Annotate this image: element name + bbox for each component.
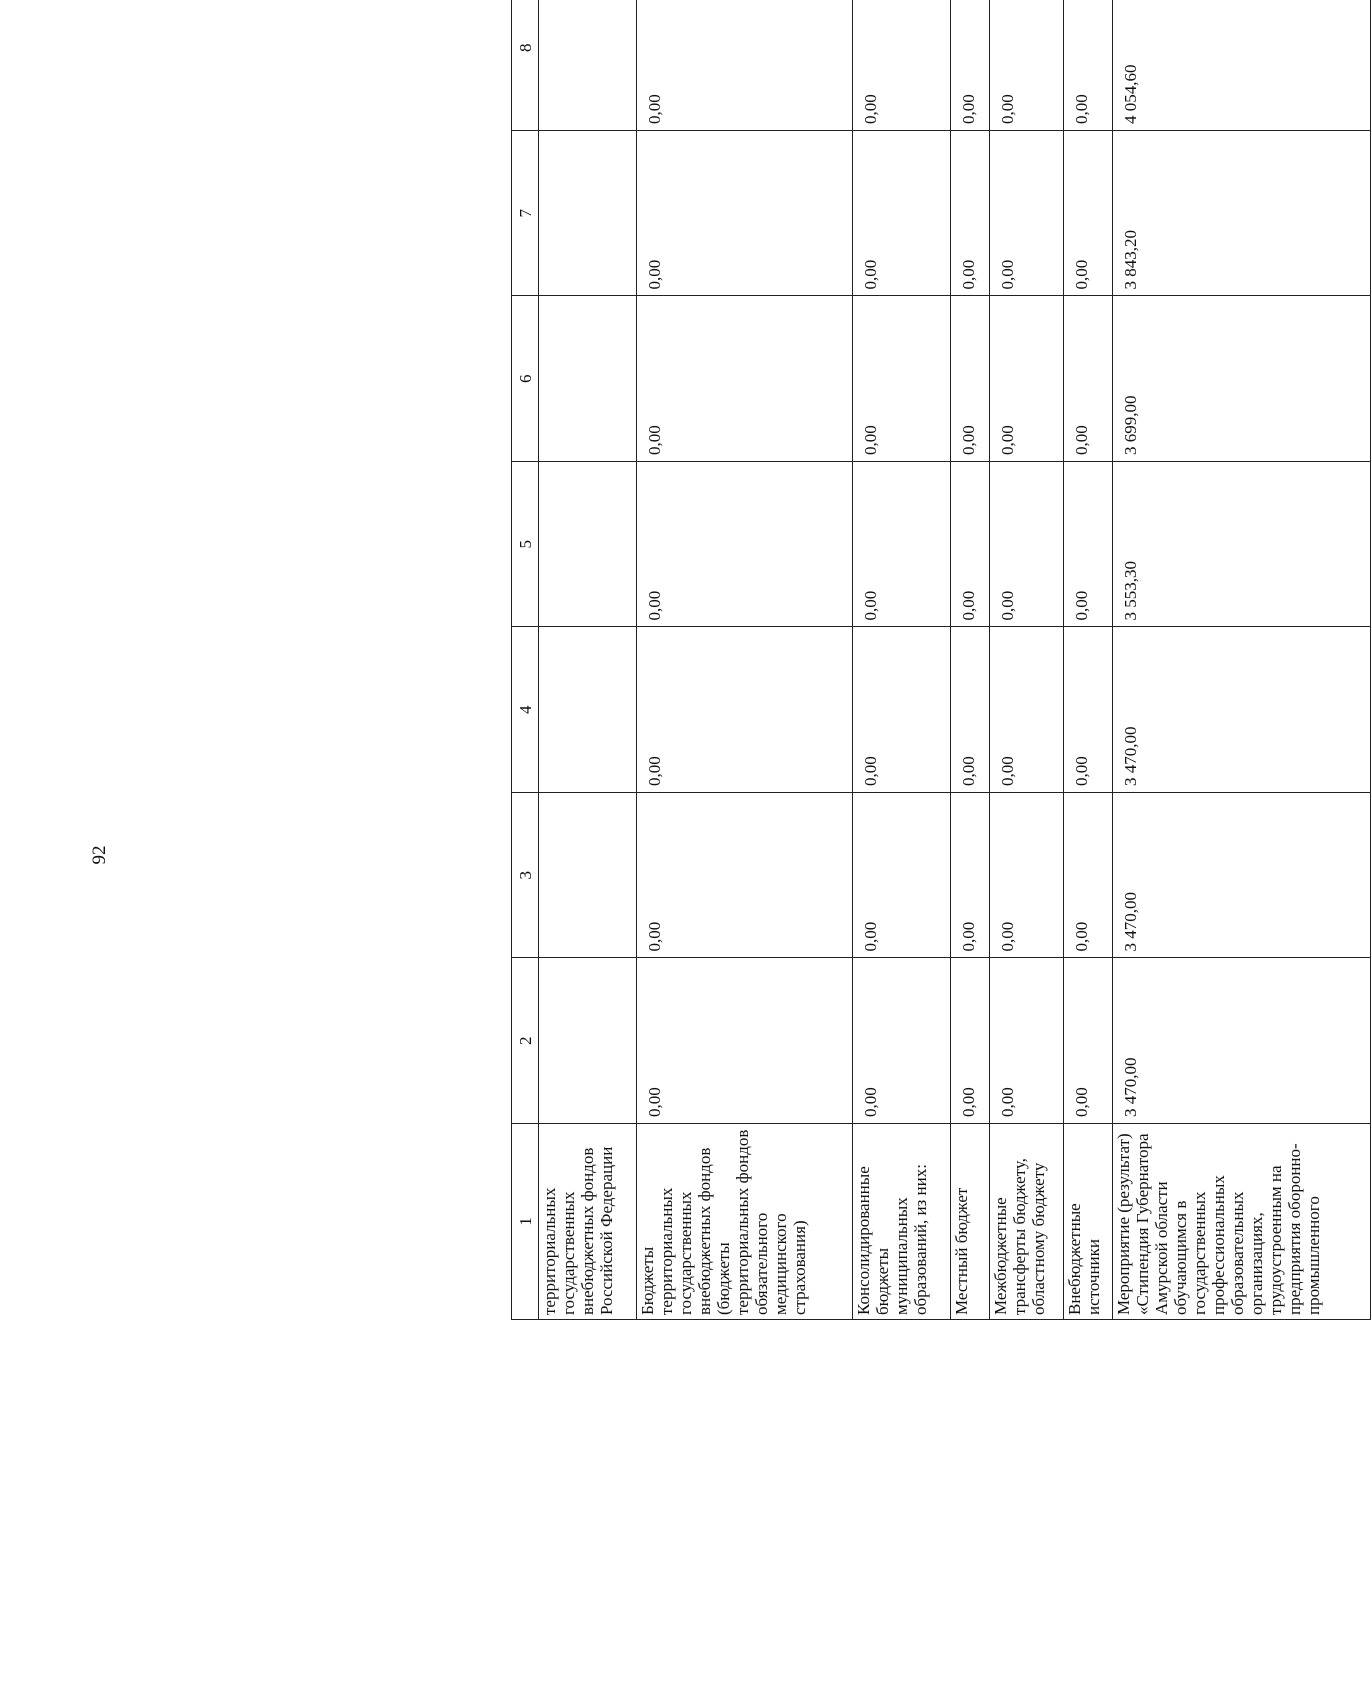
table-cell: 0,00 bbox=[637, 627, 852, 793]
table-cell bbox=[539, 296, 637, 462]
table-row bbox=[1112, 0, 1370, 1320]
table-cell: 0,00 bbox=[989, 627, 1063, 793]
table-cell bbox=[539, 131, 637, 297]
table-cell: 0,00 bbox=[989, 462, 1063, 628]
column-header: 3 bbox=[512, 793, 539, 959]
table-header-row bbox=[512, 0, 539, 1320]
table-cell: 3 699,00 bbox=[1112, 296, 1370, 462]
table-cell: 0,00 bbox=[1063, 958, 1112, 1124]
column-header: 1 bbox=[512, 1124, 539, 1320]
table-cell bbox=[539, 793, 637, 959]
table-cell bbox=[539, 627, 637, 793]
column-header: 8 bbox=[512, 0, 539, 131]
row-label: Бюджеты территориальных государственных внебюджетных фондов (бюджеты территориальных фондов обязательного медицинского страхования) bbox=[637, 1124, 852, 1320]
table-row bbox=[950, 0, 989, 1320]
table-cell: 0,00 bbox=[1063, 131, 1112, 297]
table-cell: 3 470,00 bbox=[1112, 627, 1370, 793]
table-cell: 0,00 bbox=[1063, 793, 1112, 959]
page-number: 92 bbox=[89, 845, 110, 865]
table-cell: 0,00 bbox=[852, 462, 950, 628]
row-label: Местный бюджет bbox=[950, 1124, 989, 1320]
table-cell: 0,00 bbox=[950, 0, 989, 131]
table-cell: 3 843,20 bbox=[1112, 131, 1370, 297]
table-cell: 0,00 bbox=[852, 131, 950, 297]
table-cell: 0,00 bbox=[950, 793, 989, 959]
table-row bbox=[637, 0, 852, 1320]
column-header: 4 bbox=[512, 627, 539, 793]
table-cell: 0,00 bbox=[950, 958, 989, 1124]
table-cell bbox=[539, 958, 637, 1124]
table-cell: 0,00 bbox=[637, 462, 852, 628]
table-cell bbox=[539, 0, 637, 131]
table-cell: 0,00 bbox=[852, 958, 950, 1124]
table-row bbox=[1063, 0, 1112, 1320]
table-cell: 0,00 bbox=[852, 296, 950, 462]
budget-table bbox=[511, 0, 1371, 1320]
column-header: 5 bbox=[512, 462, 539, 628]
table-cell: 0,00 bbox=[950, 131, 989, 297]
table-cell: 3 553,30 bbox=[1112, 462, 1370, 628]
row-label: Внебюджетные источники bbox=[1063, 1124, 1112, 1320]
row-label: Межбюджетные трансферты бюджету, областному бюджету bbox=[989, 1124, 1063, 1320]
column-header: 2 bbox=[512, 958, 539, 1124]
table-cell: 0,00 bbox=[637, 296, 852, 462]
table-cell: 0,00 bbox=[1063, 296, 1112, 462]
table-cell: 0,00 bbox=[989, 793, 1063, 959]
table-row bbox=[539, 0, 637, 1320]
table-cell bbox=[539, 462, 637, 628]
table-cell: 0,00 bbox=[852, 0, 950, 131]
table-cell: 3 470,00 bbox=[1112, 793, 1370, 959]
table-cell: 0,00 bbox=[989, 0, 1063, 131]
column-header: 7 bbox=[512, 131, 539, 297]
table-cell: 0,00 bbox=[1063, 0, 1112, 131]
table-cell: 0,00 bbox=[989, 296, 1063, 462]
table-cell: 3 470,00 bbox=[1112, 958, 1370, 1124]
table-cell: 0,00 bbox=[637, 793, 852, 959]
table-cell: 0,00 bbox=[637, 131, 852, 297]
table-cell: 0,00 bbox=[1063, 627, 1112, 793]
table-cell: 0,00 bbox=[950, 296, 989, 462]
table-cell: 0,00 bbox=[637, 0, 852, 131]
column-header: 6 bbox=[512, 296, 539, 462]
row-label: Консолидированные бюджеты муниципальных образований, из них: bbox=[852, 1124, 950, 1320]
budget-table-container bbox=[511, 0, 1371, 1320]
row-label: территориальных государственных внебюджетных фондов Российской Федерации bbox=[539, 1124, 637, 1320]
table-row bbox=[852, 0, 950, 1320]
table-cell: 0,00 bbox=[852, 627, 950, 793]
table-cell: 0,00 bbox=[637, 958, 852, 1124]
table-cell: 0,00 bbox=[1063, 462, 1112, 628]
table-cell: 4 054,60 bbox=[1112, 0, 1370, 131]
row-label: Мероприятие (результат) «Стипендия Губернатора Амурской области обучающимся в государственных профессиональных образовательных организациях, трудоустроенным на предприятия оборонно-промышленного bbox=[1112, 1124, 1370, 1320]
table-cell: 0,00 bbox=[989, 131, 1063, 297]
table-row bbox=[989, 0, 1063, 1320]
table-cell: 0,00 bbox=[989, 958, 1063, 1124]
table-cell: 0,00 bbox=[950, 627, 989, 793]
table-cell: 0,00 bbox=[852, 793, 950, 959]
table-cell: 0,00 bbox=[950, 462, 989, 628]
